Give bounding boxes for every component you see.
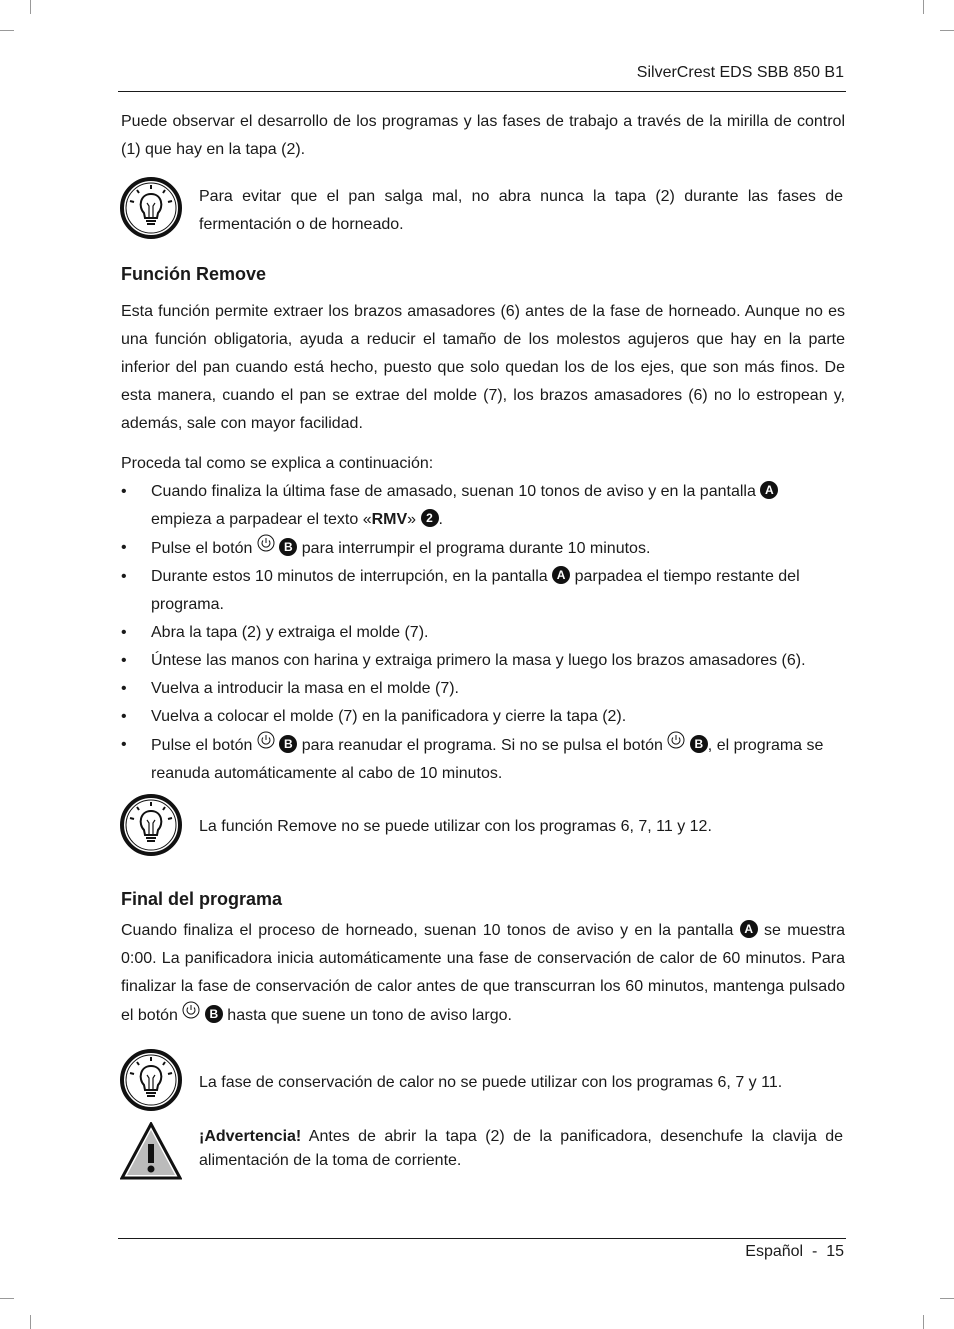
list-text: parpadea el tiempo restante del programa.: [151, 568, 800, 613]
warning-note: [199, 1125, 843, 1173]
crop-mark: [30, 0, 31, 14]
list-item: [121, 478, 845, 534]
bullet: •: [121, 736, 127, 753]
warning-text: Antes de abrir la tapa (2) de la panificadora, desenchufe la clavija de alimentación de la toma de corriente.: [199, 1128, 844, 1169]
header-rule: [118, 91, 846, 92]
button-b-badge: B: [279, 538, 297, 556]
section-heading-final: Final del programa: [121, 889, 283, 909]
warning-triangle-icon: [120, 1122, 182, 1180]
section-heading-remove: Función Remove: [121, 264, 267, 284]
power-icon: [257, 534, 275, 552]
list-text: .: [438, 511, 443, 528]
label-2-badge: 2: [421, 509, 439, 527]
bullet: •: [121, 483, 127, 500]
crop-mark: [30, 1315, 31, 1329]
final-paragraph: [121, 917, 845, 1030]
list-item: [121, 675, 845, 703]
power-icon: [182, 1001, 200, 1019]
display-a-badge: A: [740, 920, 758, 938]
button-b-badge: B: [205, 1005, 223, 1023]
bullet: •: [121, 708, 127, 725]
page-footer: Español - 15: [745, 1243, 844, 1260]
button-b-badge: B: [690, 735, 708, 753]
list-item: [121, 563, 845, 619]
lightbulb-icon: [120, 794, 182, 856]
display-a-badge: A: [552, 566, 570, 584]
crop-mark: [0, 30, 14, 31]
bullet: •: [121, 568, 127, 585]
list-text: , el programa se reanuda automáticamente al cabo de 10 minutos.: [151, 737, 824, 782]
list-text: Úntese las manos con harina y extraiga primero la masa y luego los brazos amasadores (6).: [151, 652, 806, 669]
list-item: [121, 647, 845, 675]
list-text: para interrumpir el programa durante 10 minutos.: [301, 540, 651, 557]
crop-mark: [923, 0, 924, 14]
bullet: •: [121, 624, 127, 641]
lightbulb-icon: [120, 1049, 182, 1111]
tip-note: La fase de conservación de calor no se puede utilizar con los programas 6, 7 y 11.: [199, 1074, 783, 1091]
procedure-intro: Proceda tal como se explica a continuación:: [121, 455, 434, 472]
power-icon: [667, 731, 685, 749]
paragraph-text: hasta que suene un tono de aviso largo.: [227, 1007, 512, 1024]
warning-label: ¡Advertencia!: [199, 1128, 302, 1145]
display-a-badge: A: [760, 481, 778, 499]
bullet: •: [121, 652, 127, 669]
paragraph-text: Cuando finaliza el proceso de horneado, suenan 10 tonos de aviso y en la pantalla: [121, 922, 734, 939]
footer-rule: [118, 1238, 846, 1239]
list-item: [121, 703, 845, 731]
rmv-text: RMV: [371, 511, 408, 528]
tip-note: Para evitar que el pan salga mal, no abra nunca la tapa (2) durante las fases de fermentación o de horneado.: [199, 188, 843, 233]
page-header-title: SilverCrest EDS SBB 850 B1: [636, 64, 844, 81]
crop-mark: [940, 1298, 954, 1299]
tip-note: La función Remove no se puede utilizar con los programas 6, 7, 11 y 12.: [199, 818, 712, 835]
procedure-list: [121, 478, 845, 788]
list-text: Abra la tapa (2) y extraiga el molde (7).: [151, 624, 429, 641]
list-text: Pulse el botón: [151, 540, 253, 557]
list-text: Cuando finaliza la última fase de amasado, suenan 10 tonos de aviso y en la pantalla: [151, 483, 756, 500]
remove-paragraph: Esta función permite extraer los brazos amasadores (6) antes de la fase de horneado. Aunque no es una función obligatoria, ayuda a reducir el tamaño de los molestos agujeros que hay en la parte inferior del pan cuando está hecho, puesto que solo quedan los de los ejes, que son más finos. De esta manera, cuando el pan se extrae del molde (7), los brazos amasadores (6) no lo estropean y, además, sale con mayor facilidad.: [121, 303, 845, 432]
list-item: [121, 534, 845, 563]
crop-mark: [923, 1315, 924, 1329]
list-text: Durante estos 10 minutos de interrupción, en la pantalla: [151, 568, 548, 585]
crop-mark: [940, 30, 954, 31]
button-b-badge: B: [279, 735, 297, 753]
list-text: Vuelva a colocar el molde (7) en la panificadora y cierre la tapa (2).: [151, 708, 627, 725]
list-text: empieza a parpadear el texto «: [151, 511, 372, 528]
intro-paragraph: Puede observar el desarrollo de los programas y las fases de trabajo a través de la mirilla de control (1) que hay en la tapa (2).: [121, 113, 845, 158]
lightbulb-icon: [120, 177, 182, 239]
list-text: »: [407, 511, 417, 528]
list-text: para reanudar el programa. Si no se pulsa el botón: [301, 737, 663, 754]
list-text: Pulse el botón: [151, 737, 253, 754]
bullet: •: [121, 539, 127, 556]
power-icon: [257, 731, 275, 749]
paragraph-text: se muestra 0:00. La panificadora inicia automáticamente una fase de conservación de calor de 60 minutos. Para finalizar la fase de conservación de calor antes de que transcurran los 60 minutos, mantenga pulsado el botón: [121, 922, 846, 1024]
bullet: •: [121, 680, 127, 697]
crop-mark: [0, 1298, 14, 1299]
list-item: [121, 619, 845, 647]
list-text: Vuelva a introducir la masa en el molde (7).: [151, 680, 459, 697]
list-item: [121, 731, 845, 788]
